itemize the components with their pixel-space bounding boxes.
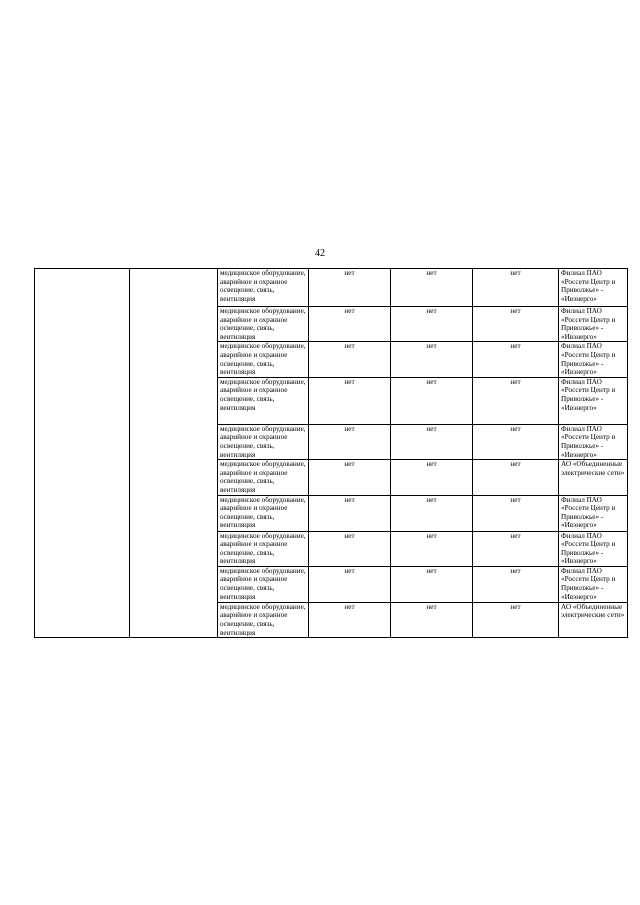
value-cell: нет xyxy=(391,342,473,377)
value-cell: нет xyxy=(309,602,391,637)
equipment-cell: медицинское оборудование, аварийное и охранное освещение, связь, вентиляция xyxy=(218,566,309,602)
equipment-cell: медицинское оборудование, аварийное и охранное освещение, связь, вентиляция xyxy=(218,424,309,459)
value-cell: нет xyxy=(473,424,559,459)
value-cell: нет xyxy=(473,531,559,566)
equipment-cell: медицинское оборудование, аварийное и охранное освещение, связь, вентиляция xyxy=(218,495,309,531)
supplier-cell: Филиал ПАО «Россети Центр и Приволжье» - «Ивэнерго» xyxy=(559,495,628,531)
equipment-cell: медицинское оборудование, аварийное и охранное освещение, связь, вентиляция xyxy=(218,307,309,342)
value-cell: нет xyxy=(473,377,559,424)
value-cell: нет xyxy=(309,269,391,307)
equipment-cell: медицинское оборудование, аварийное и охранное освещение, связь, вентиляция xyxy=(218,531,309,566)
merged-cell-col1 xyxy=(35,269,130,638)
value-cell: нет xyxy=(309,531,391,566)
equipment-cell: медицинское оборудование, аварийное и охранное освещение, связь, вентиляция xyxy=(218,342,309,377)
supplier-cell: Филиал ПАО «Россети Центр и Приволжье» - «Ивэнерго» xyxy=(559,531,628,566)
supplier-cell: Филиал ПАО «Россети Центр и Приволжье» - «Ивэнерго» xyxy=(559,424,628,459)
supplier-cell: АО «Объединенные электрические сети» xyxy=(559,602,628,637)
supplier-cell: Филиал ПАО «Россети Центр и Приволжье» - «Ивэнерго» xyxy=(559,269,628,307)
value-cell: нет xyxy=(391,460,473,495)
value-cell: нет xyxy=(391,566,473,602)
value-cell: нет xyxy=(391,495,473,531)
value-cell: нет xyxy=(309,424,391,459)
value-cell: нет xyxy=(391,377,473,424)
value-cell: нет xyxy=(309,566,391,602)
equipment-cell: медицинское оборудование, аварийное и охранное освещение, связь, вентиляция xyxy=(218,602,309,637)
equipment-cell: медицинское оборудование, аварийное и охранное освещение, связь, вентиляция xyxy=(218,460,309,495)
supplier-cell: Филиал ПАО «Россети Центр и Приволжье» - «Ивэнерго» xyxy=(559,307,628,342)
table-row xyxy=(35,269,628,307)
equipment-cell: медицинское оборудование, аварийное и охранное освещение, связь, вентиляция xyxy=(218,269,309,307)
value-cell: нет xyxy=(391,269,473,307)
value-cell: нет xyxy=(391,424,473,459)
supplier-cell: Филиал ПАО «Россети Центр и Приволжье» - «Ивэнерго» xyxy=(559,377,628,424)
value-cell: нет xyxy=(473,307,559,342)
value-cell: нет xyxy=(309,307,391,342)
value-cell: нет xyxy=(473,566,559,602)
value-cell: нет xyxy=(473,495,559,531)
value-cell: нет xyxy=(309,377,391,424)
data-table xyxy=(34,268,628,638)
merged-cell-col2 xyxy=(130,269,218,638)
supplier-cell: Филиал ПАО «Россети Центр и Приволжье» - «Ивэнерго» xyxy=(559,342,628,377)
page-number: 42 xyxy=(315,248,325,259)
supplier-cell: АО «Объединенные электрические сети» xyxy=(559,460,628,495)
value-cell: нет xyxy=(391,307,473,342)
value-cell: нет xyxy=(391,531,473,566)
value-cell: нет xyxy=(473,269,559,307)
value-cell: нет xyxy=(309,460,391,495)
supplier-cell: Филиал ПАО «Россети Центр и Приволжье» - «Ивэнерго» xyxy=(559,566,628,602)
value-cell: нет xyxy=(473,460,559,495)
value-cell: нет xyxy=(309,342,391,377)
value-cell: нет xyxy=(391,602,473,637)
equipment-cell: медицинское оборудование, аварийное и охранное освещение, связь, вентиляция xyxy=(218,377,309,424)
value-cell: нет xyxy=(473,342,559,377)
value-cell: нет xyxy=(309,495,391,531)
value-cell: нет xyxy=(473,602,559,637)
